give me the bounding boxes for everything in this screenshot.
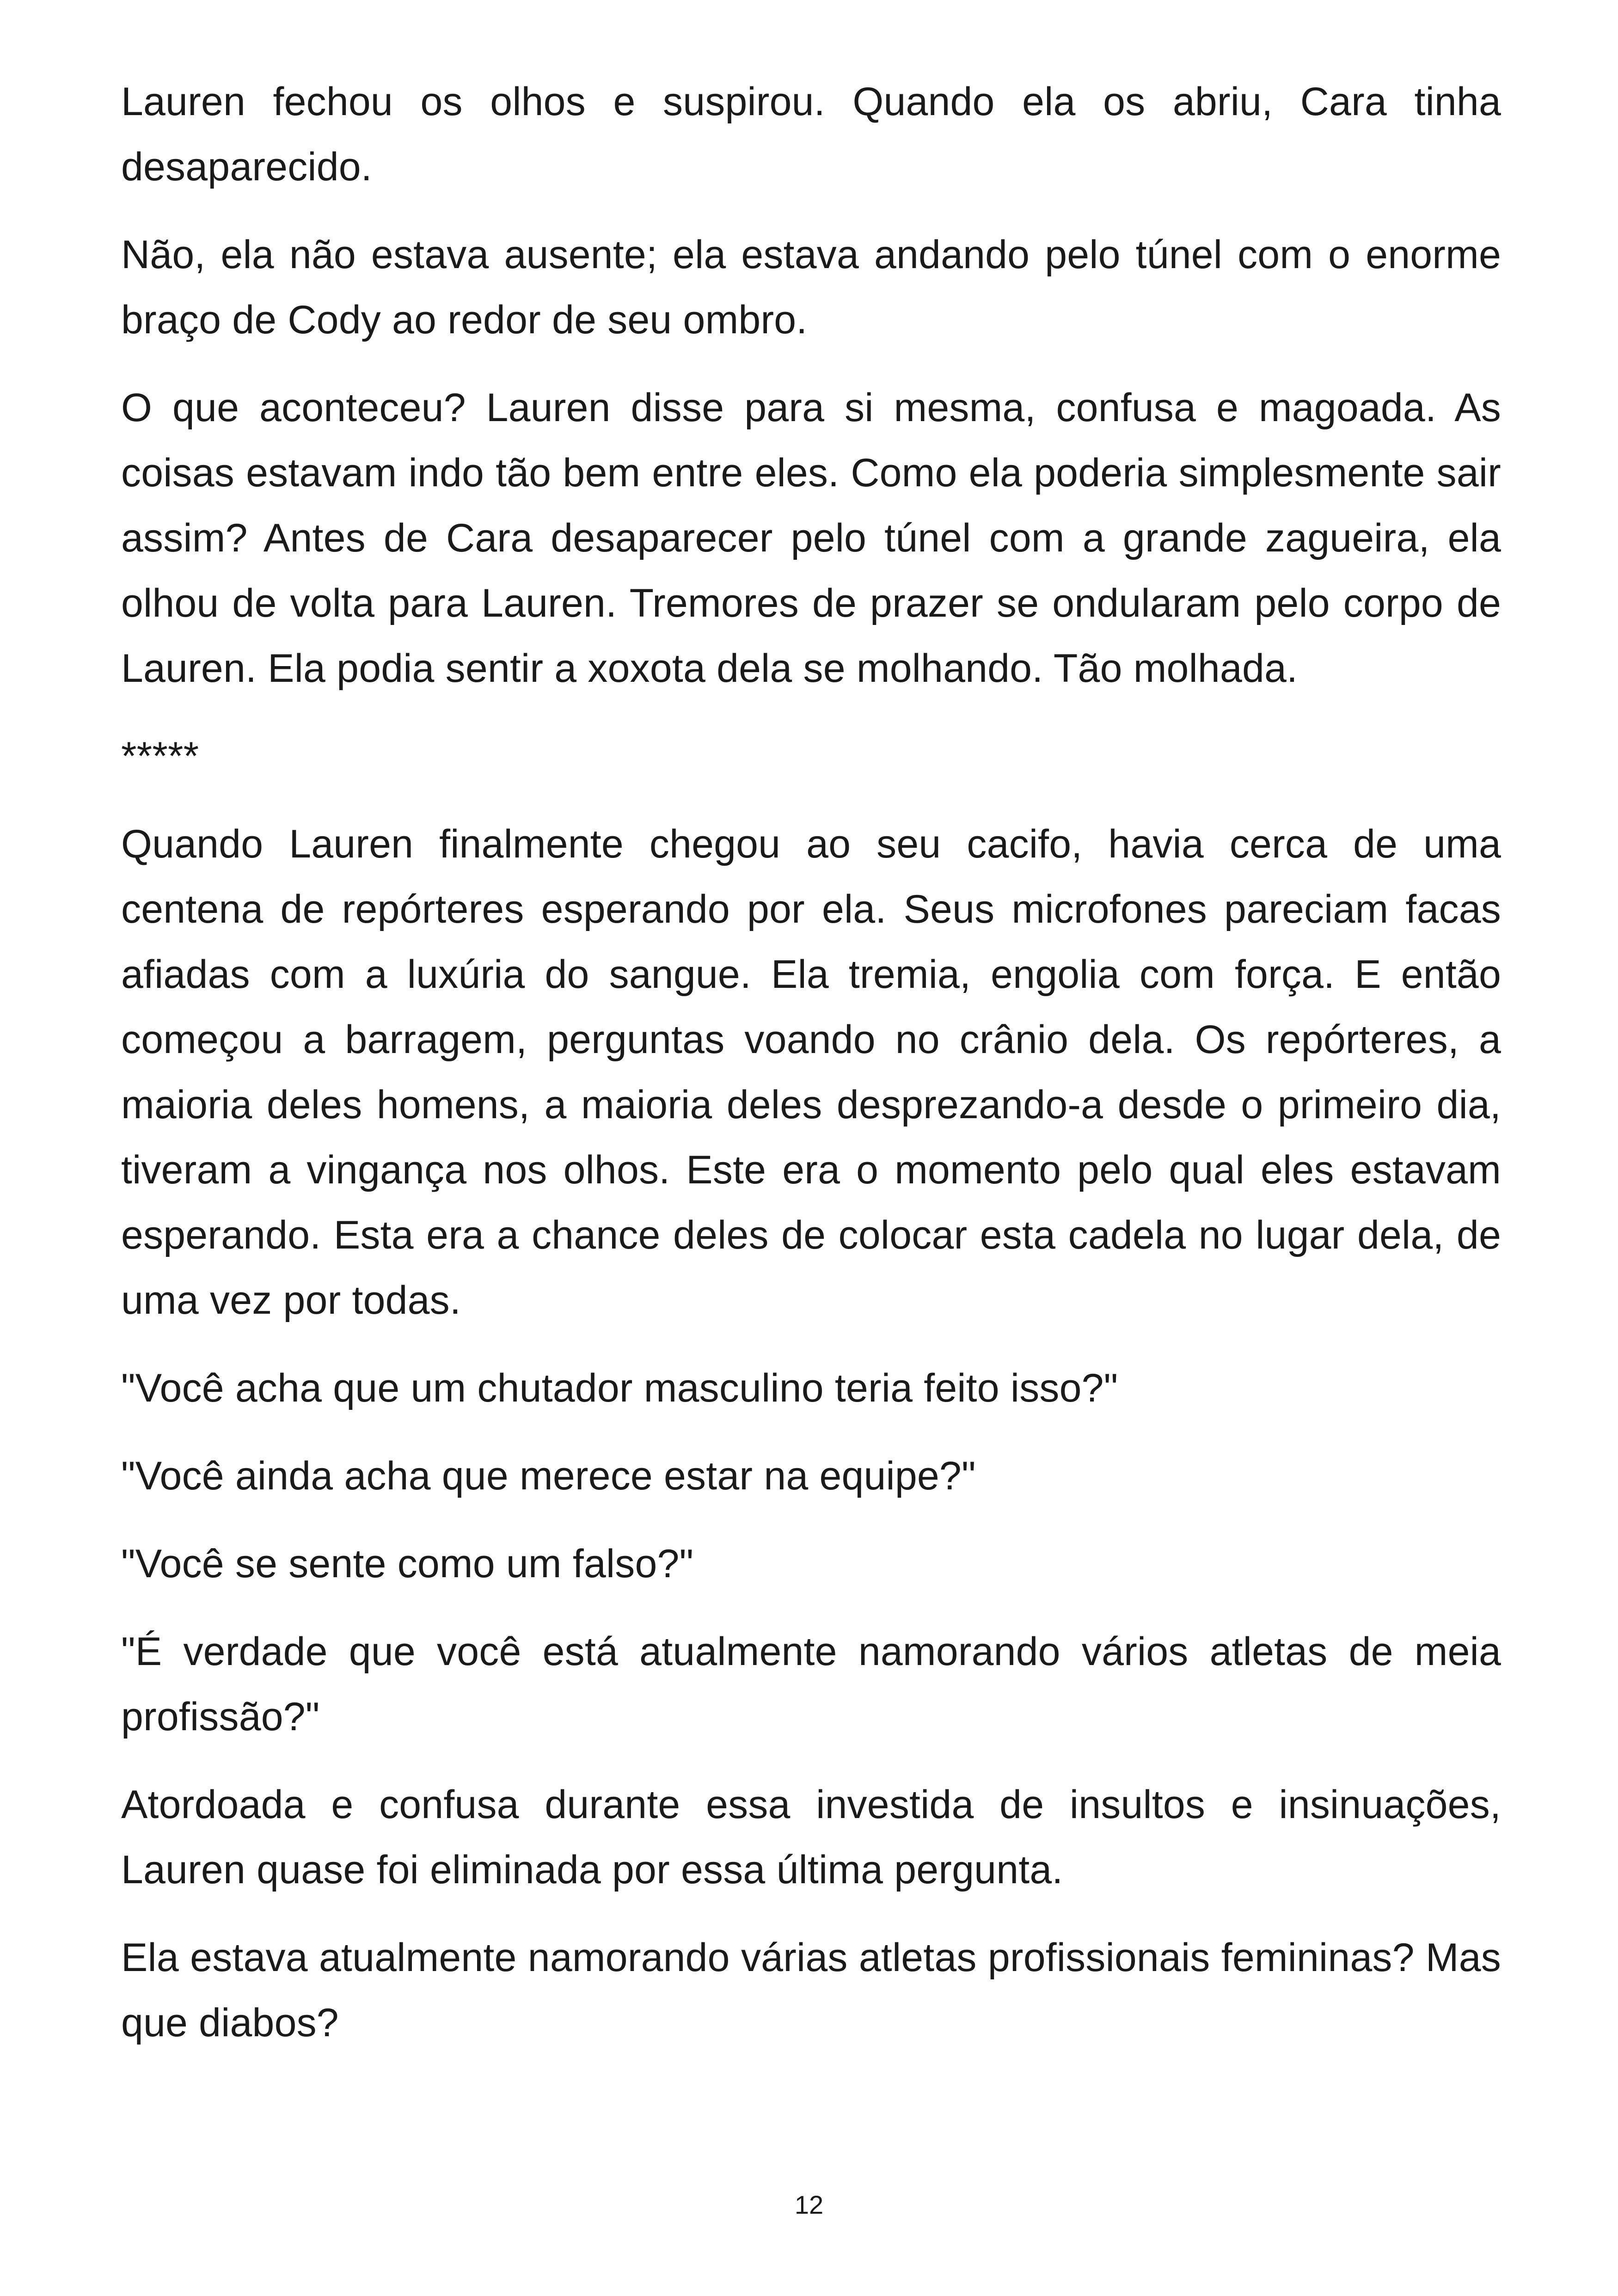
paragraph: Quando Lauren finalmente chegou ao seu cacifo, havia cerca de uma centena de repórteres esperando por ela. Seus microfones pareciam facas afiadas com a luxúria do sangue. Ela tremia, engolia com força. E então começou a barragem, perguntas voando no crânio dela. Os repórteres, a maioria deles homens, a maioria deles desprezando-a desde o primeiro dia, tiveram a vingança nos olhos. Este era o momento pelo qual eles estavam esperando. Esta era a chance deles de colocar esta cadela no lugar dela, de uma vez por todas.	[121, 822, 1501, 1322]
paragraph: Não, ela não estava ausente; ela estava andando pelo túnel com o enorme braço de Cody ao redor de seu ombro.	[121, 233, 1501, 342]
document-page	[121, 69, 1501, 2078]
paragraph: Atordoada e confusa durante essa investida de insultos e insinuações, Lauren quase foi eliminada por essa última pergunta.	[121, 1782, 1501, 1892]
dialogue-line: "É verdade que você está atualmente namorando vários atletas de meia profissão?"	[121, 1629, 1501, 1739]
dialogue-line: "Você se sente como um falso?"	[121, 1542, 694, 1586]
paragraph: Ela estava atualmente namorando várias atletas profissionais femininas? Mas que diabos?	[121, 1935, 1501, 2045]
dialogue-line: "Você ainda acha que merece estar na equipe?"	[121, 1454, 976, 1498]
section-break: *****	[121, 734, 199, 778]
paragraph: O que aconteceu? Lauren disse para si mesma, confusa e magoada. As coisas estavam indo tão bem entre eles. Como ela poderia simplesmente sair assim? Antes de Cara desaparecer pelo túnel com a grande zagueira, ela olhou de volta para Lauren. Tremores de prazer se ondularam pelo corpo de Lauren. Ela podia sentir a xoxota dela se molhando. Tão molhada.	[121, 386, 1501, 691]
page-number: 12	[794, 2190, 824, 2219]
paragraph: Lauren fechou os olhos e suspirou. Quando ela os abriu, Cara tinha desaparecido.	[121, 80, 1501, 189]
dialogue-line: "Você acha que um chutador masculino teria feito isso?"	[121, 1366, 1118, 1410]
